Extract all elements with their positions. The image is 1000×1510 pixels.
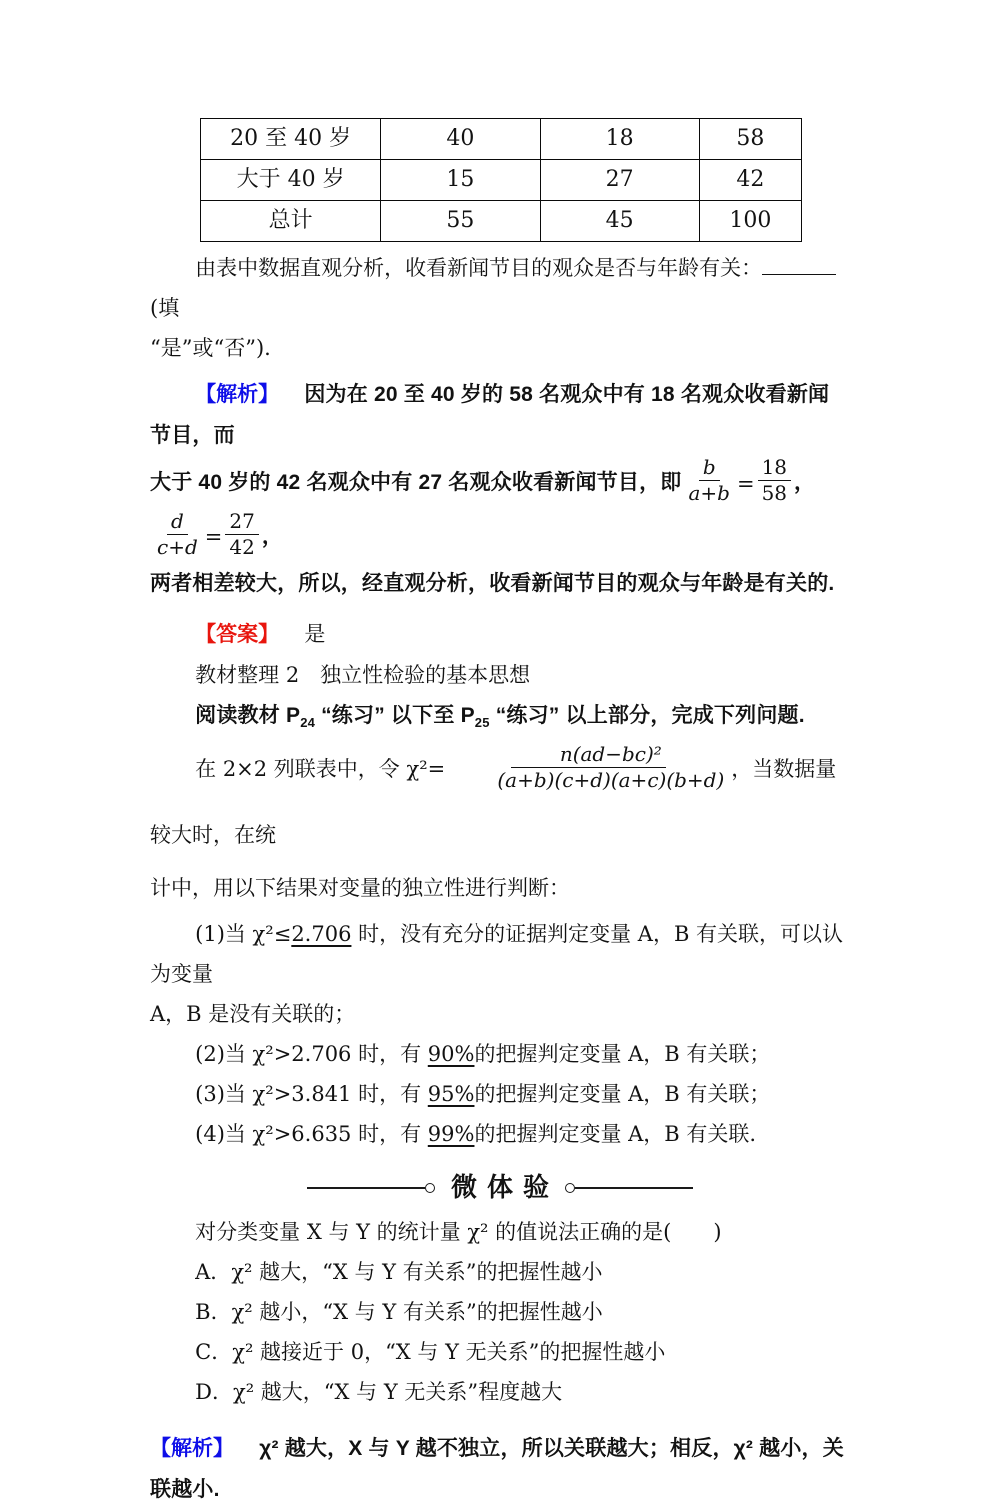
table-cell: 大于 40 岁 xyxy=(201,160,381,201)
analysis1-line2 xyxy=(150,456,850,563)
confidence-99: 99% xyxy=(427,1122,475,1146)
chi-square-formula-line xyxy=(150,736,850,868)
chi-square-fraction: $\frac{\text{n(ad−bc)²}}{(a+b)(c+d)(a+c)(b+d)}$ xyxy=(497,742,725,792)
answer-text: 是 xyxy=(304,622,326,646)
formula-lead: 在 2×2 列联表中，令 χ²= xyxy=(195,757,446,781)
micro-experience-title: 微体验 xyxy=(450,1173,559,1203)
fraction-equation-1 xyxy=(681,455,794,510)
mc-option-b xyxy=(150,1292,850,1332)
divider-line-left xyxy=(307,1187,425,1189)
divider-line-right xyxy=(575,1187,693,1189)
mc-option-c xyxy=(150,1332,850,1372)
table-cell: 42 xyxy=(699,160,801,201)
comma: ， xyxy=(261,524,284,548)
table-cell: 15 xyxy=(381,160,540,201)
question-text: 由表中数据直观分析，收看新闻节目的观众是否与年龄有关： xyxy=(195,256,763,280)
page-subscript-25: 25 xyxy=(474,715,490,731)
table-row xyxy=(201,119,802,160)
fraction-b-over-a-plus-b: $\frac{b}{a+b}$ xyxy=(688,455,730,505)
analysis1-text1: 因为在 20 至 40 岁的 58 名观众中有 18 名观众收看新闻节目，而 xyxy=(150,383,830,447)
table-cell: 40 xyxy=(381,119,540,160)
critical-value-2706: 2.706 xyxy=(291,922,352,946)
equals-sign: = xyxy=(204,525,223,549)
table-cell: 58 xyxy=(699,119,801,160)
analysis2-text: χ² 越大，X 与 Y 越不独立，所以关联越大；相反，χ² 越小，关联越小. xyxy=(150,1437,844,1501)
analysis-label: 【解析】 xyxy=(195,383,280,406)
option-label: B． xyxy=(195,1300,232,1324)
comma: ， xyxy=(794,471,816,494)
option-text: χ² 越接近于 0，“X 与 Y 无关系”的把握性越小 xyxy=(232,1340,666,1364)
confidence-90: 90% xyxy=(427,1042,475,1066)
analysis2-line xyxy=(150,1428,850,1510)
table-row xyxy=(201,201,802,242)
fraction-27-over-42: $\frac{27}{42}$ xyxy=(225,509,258,560)
option-text: χ² 越大，“X 与 Y 有关系”的把握性越小 xyxy=(231,1260,603,1284)
chi-square-formula-line2: 计中，用以下结果对变量的独立性进行判断： xyxy=(150,876,570,900)
question-fill-line2: “是”或“否”). xyxy=(150,336,271,360)
directive-post: “练习” 以上部分，完成下列问题. xyxy=(489,704,805,727)
table-cell: 20 至 40 岁 xyxy=(201,119,381,160)
judgment-item-4: (4)当 χ²>6.635 时，有 99%的把握判定变量 A，B 有关联. xyxy=(195,1122,757,1146)
divider-circle-left xyxy=(425,1183,435,1193)
option-text: χ² 越小，“X 与 Y 有关系”的把握性越小 xyxy=(231,1300,603,1324)
option-text: χ² 越大，“X 与 Y 无关系”程度越大 xyxy=(232,1380,563,1404)
micro-experience-divider xyxy=(150,1164,850,1212)
judgment-item-3: (3)当 χ²>3.841 时，有 95%的把握判定变量 A，B 有关联； xyxy=(195,1082,771,1106)
judgment-item-1-cont: A，B 是没有关联的； xyxy=(150,1002,356,1026)
analysis1-text2: 大于 40 岁的 42 名观众中有 27 名观众收看新闻节目，即 xyxy=(150,471,682,494)
section-title: 教材整理 2 独立性检验的基本思想 xyxy=(195,663,531,687)
mc-question: 对分类变量 X 与 Y 的统计量 χ² 的值说法正确的是( ) xyxy=(195,1220,722,1244)
answer-label: 【答案】 xyxy=(195,623,280,646)
analysis1-line3: 两者相差较大，所以，经直观分析，收看新闻节目的观众与年龄是有关的. xyxy=(150,572,835,595)
answer-blank xyxy=(762,254,836,275)
reading-directive xyxy=(150,695,850,736)
analysis1-line1 xyxy=(150,374,850,456)
option-label: A． xyxy=(195,1260,232,1284)
option-label: D． xyxy=(195,1380,233,1404)
page-subscript-24: 24 xyxy=(300,715,316,731)
question-text-tail: (填 xyxy=(150,296,180,320)
equals-sign: = xyxy=(736,471,755,496)
fraction-equation-2 xyxy=(150,508,262,563)
answer-line xyxy=(150,614,850,655)
fraction-d-over-c-plus-d: $\frac{d}{c+d}$ xyxy=(157,508,198,559)
confidence-95: 95% xyxy=(427,1082,475,1106)
formula-tail: ，当数据量较大时，在统 xyxy=(150,757,837,847)
table-cell: 45 xyxy=(540,201,699,242)
divider-circle-right xyxy=(565,1183,575,1193)
mc-option-d xyxy=(150,1372,850,1412)
judgment-item-2: (2)当 χ²>2.706 时，有 90%的把握判定变量 A，B 有关联； xyxy=(195,1042,771,1066)
mc-option-a xyxy=(150,1252,850,1292)
table-cell: 总计 xyxy=(201,201,381,242)
directive-mid: “练习” 以下至 P xyxy=(315,704,475,727)
table-cell: 55 xyxy=(381,201,540,242)
fraction-18-over-58: $\frac{18}{58}$ xyxy=(758,455,791,506)
directive-pre: 阅读教材 P xyxy=(195,704,301,727)
table-cell: 18 xyxy=(540,119,699,160)
table-cell: 27 xyxy=(540,160,699,201)
analysis-label: 【解析】 xyxy=(150,1437,234,1460)
table-row xyxy=(201,160,802,201)
option-label: C． xyxy=(195,1340,233,1364)
question-fill-line1 xyxy=(150,248,850,328)
contingency-table xyxy=(200,118,802,242)
judgment-item-1: (1)当 χ²≤2.706 时，没有充分的证据判定变量 A，B 有关联，可以认为变量 xyxy=(150,922,844,986)
table-cell: 100 xyxy=(699,201,801,242)
